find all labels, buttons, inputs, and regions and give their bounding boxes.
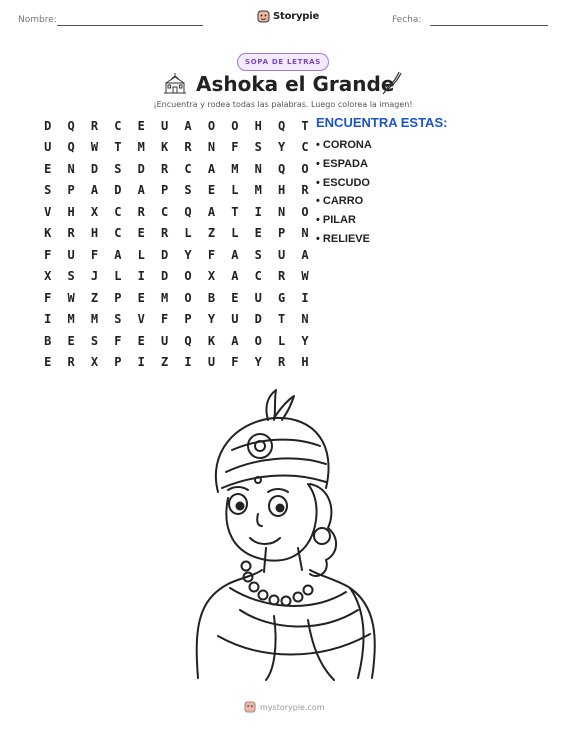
sword-icon (380, 70, 404, 96)
grid-letter[interactable]: R (137, 204, 145, 219)
grid-letter[interactable]: L (114, 269, 122, 284)
grid-letter[interactable]: D (90, 161, 99, 176)
grid-letter[interactable]: O (254, 333, 262, 348)
word-list-heading: ENCUENTRA ESTAS: (316, 115, 448, 130)
grid-letter[interactable]: P (67, 183, 75, 198)
grid-letter[interactable]: W (301, 269, 309, 284)
grid-letter[interactable]: D (161, 269, 169, 284)
grid-letter[interactable]: J (90, 269, 99, 284)
grid-letter[interactable]: E (67, 333, 75, 348)
grid-letter[interactable]: P (161, 183, 169, 198)
grid-letter[interactable]: R (184, 140, 192, 155)
grid-letter[interactable]: Q (277, 118, 286, 133)
grid-letter[interactable]: F (90, 247, 99, 262)
grid-letter[interactable]: U (231, 312, 239, 327)
grid-letter[interactable]: M (137, 140, 145, 155)
grid-letter[interactable]: R (301, 183, 309, 198)
word-list (316, 136, 372, 249)
footer (244, 701, 325, 713)
grid-letter[interactable]: Y (301, 333, 309, 348)
grid-letter[interactable]: L (277, 333, 286, 348)
grid-letter[interactable]: U (161, 333, 169, 348)
word-item: • RELIEVE (316, 232, 370, 245)
grid-letter[interactable]: A (184, 118, 192, 133)
grid-letter[interactable]: E (137, 290, 145, 305)
grid-letter[interactable]: S (114, 312, 122, 327)
grid-letter[interactable]: Z (207, 226, 216, 241)
grid-letter[interactable]: S (44, 183, 52, 198)
grid-letter[interactable]: P (277, 226, 286, 241)
grid-letter[interactable]: T (114, 140, 122, 155)
grid-letter[interactable]: M (161, 290, 169, 305)
grid-letter[interactable]: S (184, 183, 192, 198)
name-label: Nombre: (18, 15, 57, 25)
grid-letter[interactable]: L (231, 226, 239, 241)
grid-letter[interactable]: L (137, 247, 145, 262)
grid-letter[interactable]: E (44, 355, 52, 370)
grid-letter[interactable]: C (254, 269, 262, 284)
storypie-logo-icon (257, 10, 270, 23)
grid-letter[interactable]: X (90, 355, 99, 370)
grid-letter[interactable]: U (207, 355, 216, 370)
grid-letter[interactable]: P (114, 290, 122, 305)
instructions: ¡Encuentra y rodea todas las palabras. Luego colorea la imagen! (153, 100, 413, 109)
grid-letter[interactable]: M (90, 312, 99, 327)
grid-letter[interactable]: H (301, 355, 309, 370)
grid-letter[interactable]: M (254, 183, 262, 198)
grid-letter[interactable]: P (114, 355, 122, 370)
grid-letter[interactable]: E (137, 333, 145, 348)
grid-letter[interactable]: E (137, 226, 145, 241)
grid-letter[interactable]: M (67, 312, 75, 327)
grid-letter[interactable]: R (67, 226, 75, 241)
grid-letter[interactable]: S (254, 247, 262, 262)
grid-letter[interactable]: Y (277, 140, 286, 155)
grid-letter[interactable]: V (44, 204, 52, 219)
grid-letter[interactable]: P (184, 312, 192, 327)
footer-url[interactable]: mystorypie.com (260, 702, 325, 712)
grid-letter[interactable]: Z (90, 290, 99, 305)
grid-letter[interactable]: T (277, 312, 286, 327)
grid-letter[interactable]: E (231, 290, 239, 305)
grid-letter[interactable]: O (301, 204, 309, 219)
grid-letter[interactable]: D (254, 312, 262, 327)
grid-letter[interactable]: U (254, 290, 262, 305)
grid-letter[interactable]: C (114, 118, 122, 133)
grid-letter[interactable]: U (161, 118, 169, 133)
storypie-logo-icon (244, 701, 256, 713)
activity-badge: SOPA DE LETRAS (237, 53, 329, 71)
grid-letter[interactable]: O (301, 161, 309, 176)
grid-letter[interactable]: O (231, 118, 239, 133)
grid-letter[interactable]: C (161, 204, 169, 219)
grid-letter[interactable]: D (44, 118, 52, 133)
grid-letter[interactable]: H (277, 183, 286, 198)
grid-letter[interactable]: O (184, 269, 192, 284)
grid-letter[interactable]: R (90, 118, 99, 133)
grid-letter[interactable]: Q (67, 118, 75, 133)
grid-letter[interactable]: C (114, 204, 122, 219)
grid-letter[interactable]: K (161, 140, 169, 155)
grid-letter[interactable]: Q (184, 333, 192, 348)
grid-letter[interactable]: C (301, 140, 309, 155)
word-item: • CORONA (316, 139, 372, 151)
grid-letter[interactable]: C (184, 161, 192, 176)
grid-letter[interactable]: F (161, 312, 169, 327)
grid-letter[interactable]: Q (67, 140, 75, 155)
grid-letter[interactable]: D (114, 183, 122, 198)
palace-icon (162, 72, 188, 94)
grid-letter[interactable]: G (277, 290, 286, 305)
grid-letter[interactable]: U (44, 140, 52, 155)
grid-letter[interactable]: R (161, 161, 169, 176)
grid-letter[interactable]: U (277, 247, 286, 262)
grid-letter[interactable]: F (44, 247, 52, 262)
grid-letter[interactable]: I (254, 204, 262, 219)
grid-letter[interactable]: I (184, 355, 192, 370)
grid-letter[interactable]: A (231, 269, 239, 284)
grid-letter[interactable]: I (301, 290, 309, 305)
grid-letter[interactable]: K (207, 333, 216, 348)
grid-letter[interactable]: N (301, 312, 309, 327)
grid-letter[interactable]: F (207, 247, 216, 262)
grid-letter[interactable]: W (90, 140, 99, 155)
grid-letter[interactable]: E (44, 161, 52, 176)
grid-letter[interactable]: R (67, 355, 75, 370)
grid-letter[interactable]: W (67, 290, 75, 305)
word-item: • ESCUDO (316, 176, 370, 189)
date-label: Fecha: (392, 15, 422, 25)
grid-letter[interactable]: Z (161, 355, 169, 370)
grid-letter[interactable]: H (254, 118, 262, 133)
grid-letter[interactable]: X (44, 269, 52, 284)
grid-letter[interactable]: B (207, 290, 216, 305)
grid-letter[interactable]: S (90, 333, 99, 348)
page-title: Ashoka el Grande (196, 72, 395, 96)
ashoka-coloring-illustration (170, 388, 400, 683)
grid-letter[interactable]: N (277, 204, 286, 219)
grid-letter[interactable]: I (137, 269, 145, 284)
grid-letter[interactable]: M (231, 161, 239, 176)
word-item: • CARRO (316, 195, 364, 208)
grid-letter[interactable]: L (184, 226, 192, 241)
grid-letter[interactable]: H (67, 204, 75, 219)
grid-letter[interactable]: L (231, 183, 239, 198)
grid-letter[interactable]: A (90, 183, 99, 198)
grid-letter[interactable]: I (44, 312, 52, 327)
grid-letter[interactable]: Y (254, 355, 262, 370)
grid-letter[interactable]: H (90, 226, 99, 241)
letter-grid (36, 115, 317, 373)
grid-letter[interactable]: F (231, 140, 239, 155)
grid-letter[interactable]: K (44, 226, 52, 241)
grid-letter[interactable]: C (114, 226, 122, 241)
grid-letter[interactable]: N (207, 140, 216, 155)
grid-letter[interactable]: Q (277, 161, 286, 176)
grid-letter[interactable]: N (254, 161, 262, 176)
grid-letter[interactable]: B (44, 333, 52, 348)
grid-letter[interactable]: S (114, 161, 122, 176)
grid-letter[interactable]: A (137, 183, 145, 198)
brand-name: Storypie (273, 11, 320, 22)
grid-letter[interactable]: N (67, 161, 75, 176)
grid-letter[interactable]: Y (207, 312, 216, 327)
grid-letter[interactable]: V (137, 312, 145, 327)
grid-letter[interactable]: A (231, 333, 239, 348)
grid-letter[interactable]: S (254, 140, 262, 155)
grid-letter[interactable]: D (161, 247, 169, 262)
grid-letter[interactable]: T (231, 204, 239, 219)
grid-letter[interactable]: F (114, 333, 122, 348)
grid-letter[interactable]: X (90, 204, 99, 219)
grid-letter[interactable]: A (114, 247, 122, 262)
grid-letter[interactable]: T (301, 118, 309, 133)
grid-letter[interactable]: F (44, 290, 52, 305)
grid-letter[interactable]: Q (184, 204, 192, 219)
grid-letter[interactable]: E (137, 118, 145, 133)
grid-letter[interactable]: O (207, 118, 216, 133)
grid-letter[interactable]: O (184, 290, 192, 305)
grid-letter[interactable]: D (137, 161, 145, 176)
grid-letter[interactable]: N (301, 226, 309, 241)
grid-letter[interactable]: Y (184, 247, 192, 262)
grid-letter[interactable]: E (254, 226, 262, 241)
grid-letter[interactable]: F (231, 355, 239, 370)
grid-letter[interactable]: A (231, 247, 239, 262)
grid-letter[interactable]: R (277, 355, 286, 370)
grid-letter[interactable]: E (207, 183, 216, 198)
grid-letter[interactable]: X (207, 269, 216, 284)
grid-letter[interactable]: R (161, 226, 169, 241)
brand (257, 10, 319, 23)
grid-letter[interactable]: S (67, 269, 75, 284)
grid-letter[interactable]: U (67, 247, 75, 262)
grid-letter[interactable]: A (207, 161, 216, 176)
grid-letter[interactable]: I (137, 355, 145, 370)
grid-letter[interactable]: R (277, 269, 286, 284)
date-line[interactable] (430, 25, 548, 26)
grid-letter[interactable]: A (207, 204, 216, 219)
grid-letter[interactable]: A (301, 247, 309, 262)
name-line[interactable] (57, 25, 203, 26)
word-item: • ESPADA (316, 157, 368, 170)
word-item: • PILAR (316, 214, 356, 227)
